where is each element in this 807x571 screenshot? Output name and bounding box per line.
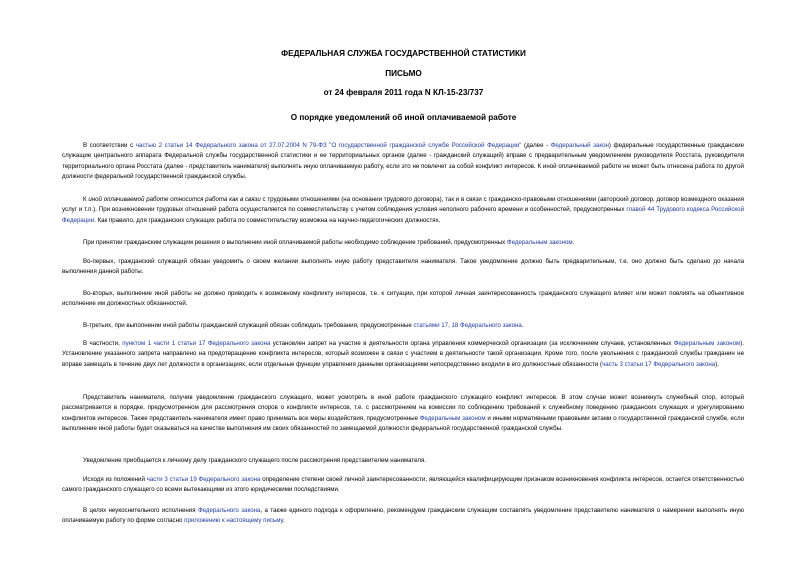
paragraph-text: Представитель нанимателя, получив уведомление гражданского служащего, может усмотреть в иной работе гражданского служащего конфликт интересов. В этом случае может возникнуть служебный спор, который рассматривается в порядке, предусмотренном для рассмотрения споров о конфликте интересов, т.е. с рассмотрением на комиссии по соблюдению требований к служебному поведению гражданских служащих и урегулированию конфликтов интересов. Также представитель нанимателя имеет право принимать все меры воздействия, предусмотренные xyxy=(62,394,744,422)
paragraph-text: Исходя из положений xyxy=(83,476,147,483)
paragraph-text: В частности, xyxy=(83,340,123,347)
document-link[interactable]: части 3 статьи 19 Федерального закона xyxy=(146,476,261,483)
paragraph xyxy=(62,475,744,496)
paragraph xyxy=(62,257,744,278)
paragraph-text: (далее - xyxy=(521,142,551,149)
paragraph-text: . xyxy=(282,517,285,525)
paragraph-text: установлен запрет на участие в деятельности органа управления коммерческой организации (за исключением случаев, установленных xyxy=(270,340,674,347)
paragraph-text: Во-первых, гражданский служащий обязан уведомить о своем желании выполнять иную работу представителя нанимателя. Такое уведомление должно быть предварительным, т.е. оно должно быть сделано до начала выполнения данной работы. xyxy=(62,258,744,276)
document-link[interactable]: Федеральным законом xyxy=(673,340,741,347)
paragraph xyxy=(62,289,744,310)
document-link[interactable]: часть 3 статьи 17 Федерального закона xyxy=(602,360,716,368)
paragraph-text: В целях неукоснительного исполнения xyxy=(83,507,198,514)
paragraph xyxy=(62,393,744,435)
document-link[interactable]: пунктом 1 части 1 статьи 17 Федерального закона xyxy=(122,340,271,347)
paragraph-text: определение степени своей личной заинтересованности, являющейся квалифицирующим признаком возникновения конфликта интересов, остается ответственностью самого гражданского служащего со всеми вытекающими из этого юридическими последствиями. xyxy=(62,476,744,494)
doc-subject: О порядке уведомлений об иной оплачиваемой работе xyxy=(290,113,517,122)
paragraph-text: . xyxy=(521,322,524,329)
paragraph-text: ). xyxy=(715,360,719,368)
paragraph-text: ) федеральные государственные гражданские служащие центрального аппарата Федеральной службы государственной статистики и ее территориальных органов (далее - гражданский служащий) вправе с предварительным уведомлением руководителя Росстата, руководителя территориального органа Росстата (далее - представитель нанимателя) выполнять иную оплачиваемую работу, если это не повлечет за собой конфликт интересов. К иной оплачиваемой работе не может быть отнесена работа по другой должности федеральной государственной гражданской службы. xyxy=(62,142,745,181)
paragraph-text: , а также единого подхода к оформлению, рекомендуем гражданским служащим составлять уведомление представителю нанимателя о намерении выполнять иную оплачиваемую работу по форме согласно xyxy=(62,507,744,525)
paragraph-text: При принятии гражданским служащим решения о выполнении иной оплачиваемой работы необходимо соблюдение требований, предусмотренных xyxy=(83,239,507,246)
org-title: ФЕДЕРАЛЬНАЯ СЛУЖБА ГОСУДАРСТВЕННОЙ СТАТИСТИКИ xyxy=(281,49,526,58)
paragraph-text: ). Установление указанного запрета направлено на предотвращение конфликта интересов, который возможен в связи с участием в деятельности такой организации. Кроме того, после увольнения с гражданской службы гражданин не вправе замещать в течение двух лет должности в организациях, если отдельные функции управления данными организациями непосредственно входили в его должностные обязанности ( xyxy=(62,340,744,368)
paragraph-text: . Как правило, для гражданских служащих работа по совместительству возможна на научно-педагогических должностях. xyxy=(94,216,441,224)
emphasis-text: иной оплачиваемой работе относится работа как в связи xyxy=(88,196,261,203)
document-link[interactable]: Федеральным законом xyxy=(506,239,573,246)
paragraph xyxy=(62,238,744,248)
paragraph-text: . xyxy=(572,239,575,246)
document-link[interactable]: Федерального закона xyxy=(197,507,261,514)
paragraph xyxy=(62,141,744,183)
document-link[interactable]: приложению к настоящему письму xyxy=(184,517,283,525)
paragraph xyxy=(62,339,744,370)
paragraph xyxy=(62,506,744,527)
paragraph-text: Уведомление приобщается к личному делу гражданского служащего после рассмотрения представителем нанимателя. xyxy=(83,457,427,464)
paragraph-text: К xyxy=(83,196,89,203)
paragraph-text: и иными нормативными правовыми актами о государственной гражданской службе, если выполнение иной работы будет сказываться на качестве выполнения им своих обязанностей по замещаемой должности федеральной государственной гражданской службы. xyxy=(62,414,744,433)
doc-type: ПИСЬМО xyxy=(385,69,422,78)
paragraph xyxy=(62,456,744,466)
document-link[interactable]: Федеральным законом xyxy=(419,414,486,422)
paragraph-text: Во-вторых, выполнение иной работы не должно приводить к возможному конфликту интересов, т.е. к ситуации, при которой личная заинтересованность гражданского служащего влияет или может повлиять на объективное исполнение им должностных обязанностей. xyxy=(62,290,744,308)
paragraph-text: с трудовыми отношениями (на основании трудового договора), так и в связи с гражданско-правовыми отношениями (авторский договор, договор возмездного оказания услуг и т.п.). При возникновении трудовых отношений работа осуществляется по совместительству с учетом соблюдения условия неполного рабочего времени и особенностей, предусмотренных xyxy=(62,196,744,214)
document-link[interactable]: главой 44 Трудового кодекса Российской Федерации xyxy=(62,206,744,224)
paragraph xyxy=(62,321,744,331)
document-link[interactable]: частью 2 статьи 14 Федерального закона от 27.07.2004 N 79-ФЗ "О государственной гражданской службе Российской Федерации" xyxy=(135,142,522,149)
document-link[interactable]: Федеральный закон xyxy=(550,142,609,149)
doc-date-number: от 24 февраля 2011 года N КЛ-15-23/737 xyxy=(323,88,484,97)
paragraph-text: В соответствии с xyxy=(83,142,136,149)
paragraph xyxy=(62,195,744,226)
paragraph-text: В-третьих, при выполнении иной работы гражданский служащий обязан соблюдать требования, предусмотренные xyxy=(83,322,414,329)
document-link[interactable]: статьями 17, 18 Федерального закона xyxy=(413,322,522,329)
